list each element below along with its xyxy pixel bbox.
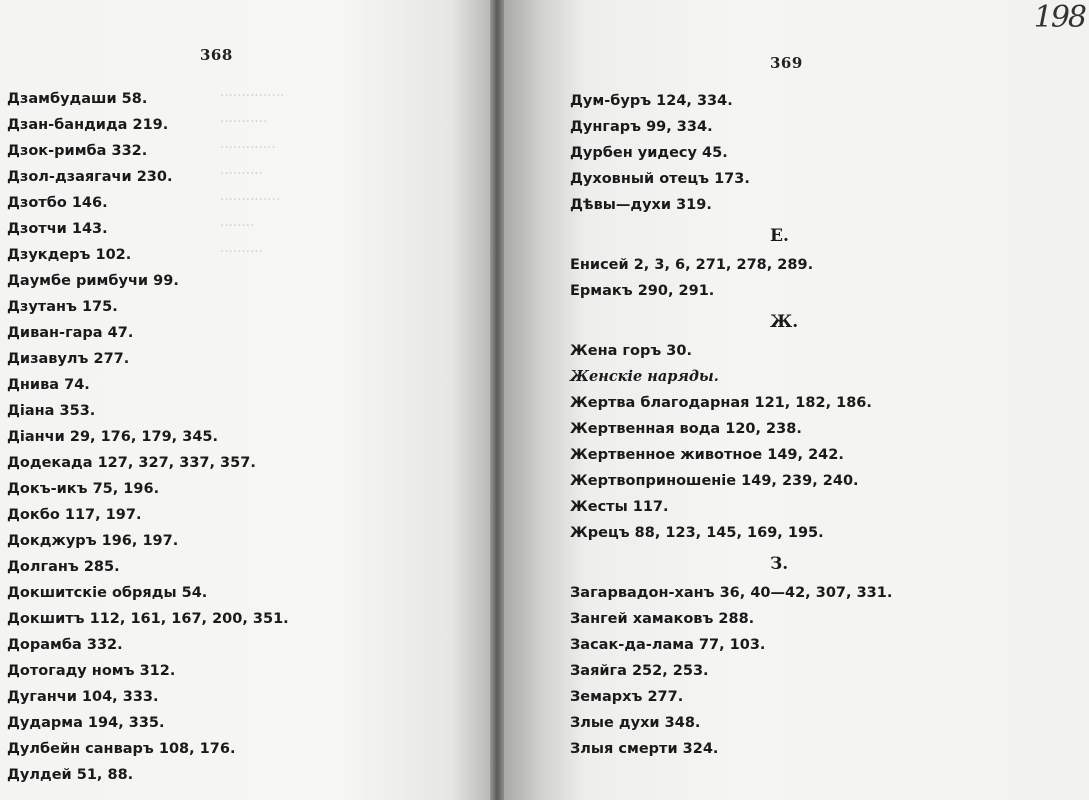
index-entry: Заяйга 252, 253. <box>570 663 709 679</box>
book-gutter <box>490 0 504 800</box>
index-entry: Докджуръ 196, 197. <box>7 533 179 549</box>
index-entry: Дунгаръ 99, 334. <box>570 119 713 135</box>
index-entry: Дулдей 51, 88. <box>7 767 134 783</box>
index-list-left <box>7 86 289 788</box>
index-entry: Зангей хамаковъ 288. <box>570 611 755 627</box>
index-entry: Загарвадон-ханъ 36, 40—42, 307, 331. <box>570 585 893 601</box>
index-entry: Дѣвы—духи 319. <box>570 197 712 213</box>
index-entry: Діанчи 29, 176, 179, 345. <box>7 429 219 445</box>
index-entry: Дзол-дзаягачи 230. <box>7 169 173 185</box>
index-entry: Дурбен уидесу 45. <box>570 145 728 161</box>
page-number-left: 368 <box>200 46 233 64</box>
index-entry: Злыя смерти 324. <box>570 741 719 757</box>
index-entry: Духовный отецъ 173. <box>570 171 750 187</box>
index-entry: Дум-буръ 124, 334. <box>570 93 733 109</box>
index-entry: Дзамбудаши 58. <box>7 91 148 107</box>
index-entry: Жена горъ 30. <box>570 343 692 359</box>
index-entry: Дзок-римба 332. <box>7 143 148 159</box>
left-page <box>0 0 490 800</box>
handwritten-page-mark: 198 <box>1033 0 1085 35</box>
index-entry: Дорамба 332. <box>7 637 123 653</box>
index-entry: Жрецъ 88, 123, 145, 169, 195. <box>570 525 824 541</box>
index-entry: Докбо 117, 197. <box>7 507 142 523</box>
index-entry: Даумбе римбучи 99. <box>7 273 179 289</box>
letter-heading: Е. <box>770 226 789 246</box>
index-entry: Ермакъ 290, 291. <box>570 283 715 299</box>
index-entry: Діана 353. <box>7 403 96 419</box>
index-entry: Диван-гара 47. <box>7 325 134 341</box>
index-entry: Дулбейн санваръ 108, 176. <box>7 741 236 757</box>
index-entry: Жертвенное животное 149, 242. <box>570 447 844 463</box>
index-entry: Енисей 2, 3, 6, 271, 278, 289. <box>570 257 814 273</box>
index-entry: Жертвенная вода 120, 238. <box>570 421 802 437</box>
index-entry: Днива 74. <box>7 377 90 393</box>
index-entry: Докшитскіе обряды 54. <box>7 585 208 601</box>
right-page <box>504 0 1089 800</box>
index-entry: Засак-да-лама 77, 103. <box>570 637 766 653</box>
index-entry: Злые духи 348. <box>570 715 701 731</box>
index-entry: Докшитъ 112, 161, 167, 200, 351. <box>7 611 289 627</box>
index-entry: Додекада 127, 327, 337, 357. <box>7 455 256 471</box>
index-list-right <box>570 88 892 762</box>
index-entry: Долганъ 285. <box>7 559 120 575</box>
index-entry: Женскіе наряды. <box>570 368 719 385</box>
index-entry: Дотогаду номъ 312. <box>7 663 176 679</box>
bleed-through-text: ··············· ··········· ············· ·········· ·············· ········ ·········· <box>220 88 285 260</box>
index-entry: Дизавулъ 277. <box>7 351 130 367</box>
letter-heading: З. <box>770 554 789 574</box>
index-entry: Жертвоприношеніе 149, 239, 240. <box>570 473 859 489</box>
index-entry: Дзан-бандида 219. <box>7 117 169 133</box>
index-entry: Докъ-икъ 75, 196. <box>7 481 160 497</box>
index-entry: Дударма 194, 335. <box>7 715 165 731</box>
page-number-right: 369 <box>770 54 803 72</box>
letter-heading: Ж. <box>770 312 799 332</box>
index-entry: Жесты 117. <box>570 499 669 515</box>
index-entry: Дзутанъ 175. <box>7 299 118 315</box>
index-entry: Дзукдеръ 102. <box>7 247 132 263</box>
index-entry: Дуганчи 104, 333. <box>7 689 159 705</box>
index-entry: Жертва благодарная 121, 182, 186. <box>570 395 872 411</box>
index-entry: Дзотчи 143. <box>7 221 108 237</box>
index-entry: Дзотбо 146. <box>7 195 108 211</box>
index-entry: Земархъ 277. <box>570 689 684 705</box>
